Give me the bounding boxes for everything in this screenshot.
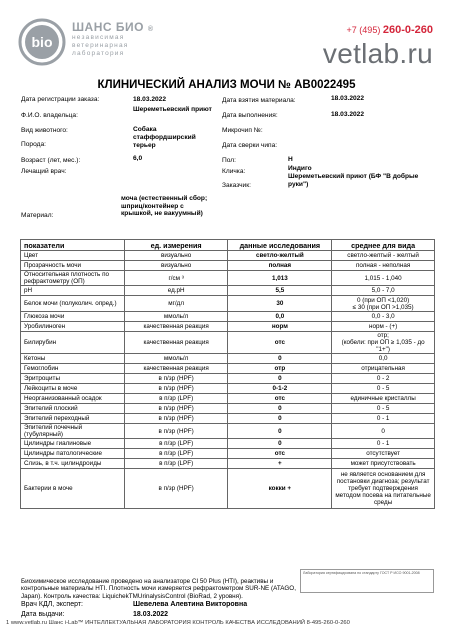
cell-reference: не является основанием для постановки диагноза; результат требует подтверждения методом посева на питательные среды bbox=[332, 469, 435, 509]
label-owner: Ф.И.О. владельца: bbox=[21, 112, 78, 119]
cell-result: 0 bbox=[228, 374, 332, 384]
issue-date-label: Дата выдачи: bbox=[21, 611, 65, 618]
cell-parameter: Белок мочи (полуколич. опред.) bbox=[21, 296, 125, 312]
cell-parameter: Цилиндры патологические bbox=[21, 449, 125, 459]
cell-unit: г/см ³ bbox=[124, 271, 228, 286]
value-age: 6,0 bbox=[133, 155, 143, 162]
cell-reference: 0 - 5 bbox=[332, 384, 435, 394]
table-row bbox=[21, 459, 435, 469]
cell-parameter: Прозрачность мочи bbox=[21, 261, 125, 271]
cell-result: отс bbox=[228, 394, 332, 404]
cell-parameter: Цилиндры гиалиновые bbox=[21, 439, 125, 449]
table-row bbox=[21, 404, 435, 414]
cell-unit: в п/зр (HPF) bbox=[124, 404, 228, 414]
cell-result: + bbox=[228, 459, 332, 469]
bottom-footer-line: 1 www.vetlab.ru Шанс i-Lab™ ИНТЕЛЛЕКТУАЛЬНАЯ ЛАБОРАТОРИЯ КОНТРОЛЬ КАЧЕСТВА ИССЛЕДОВАНИЙ 8-495-260-0-260 bbox=[6, 620, 350, 626]
col-header-unit: ед. измерения bbox=[124, 240, 228, 251]
cell-unit: в п/зр (HPF) bbox=[124, 469, 228, 509]
cell-parameter: Слизь, в т.ч. цилиндроиды bbox=[21, 459, 125, 469]
table-row bbox=[21, 394, 435, 404]
label-microchip: Микрочип №: bbox=[222, 127, 263, 134]
table-row bbox=[21, 469, 435, 509]
cell-reference: 0 - 5 bbox=[332, 404, 435, 414]
cell-reference: 0,0 - 3,0 bbox=[332, 312, 435, 322]
website-link[interactable]: vetlab.ru bbox=[322, 38, 433, 69]
cell-unit: в п/зр (HPF) bbox=[124, 424, 228, 439]
cell-unit: качественная реакция bbox=[124, 322, 228, 332]
value-reg-date: 18.03.2022 bbox=[133, 96, 167, 103]
label-sample-date: Дата взятия материала: bbox=[222, 97, 296, 104]
cell-reference: полная - неполная bbox=[332, 261, 435, 271]
table-row bbox=[21, 384, 435, 394]
cell-result: 0 bbox=[228, 414, 332, 424]
value-exec-date: 18.03.2022 bbox=[331, 111, 365, 118]
value-breed: стаффордширский терьер bbox=[133, 134, 196, 149]
footnote: Биохимическое исследование проведено на анализаторе CI 50 Plus (HTI), реактивы и контрольные материалы HTI. Плотность мочи измеряется рефрактометром SUR-NE (ATAGO, Japan). Контроль качества: LiquichekTMUrinalysisControl (BioRad, 2 уровня). bbox=[21, 578, 296, 600]
table-row bbox=[21, 332, 435, 354]
label-chip-check: Дата сверки чипа: bbox=[222, 142, 278, 149]
table-row bbox=[21, 414, 435, 424]
certification-stamp: Лаборатория сертифицирована по стандарту ГОСТ Р ИСО 9001-2008 bbox=[300, 569, 434, 593]
table-row bbox=[21, 261, 435, 271]
label-reg-date: Дата регистрации заказа: bbox=[21, 96, 100, 103]
cell-unit: мг/дл bbox=[124, 296, 228, 312]
report-title: КЛИНИЧЕСКИЙ АНАЛИЗ МОЧИ № AB0022495 bbox=[97, 79, 356, 91]
cell-result: норм bbox=[228, 322, 332, 332]
cell-parameter: Цвет bbox=[21, 251, 125, 261]
value-sex: Н bbox=[288, 156, 293, 163]
value-species: Собака bbox=[133, 126, 157, 133]
cell-result: отс bbox=[228, 332, 332, 354]
table-row bbox=[21, 449, 435, 459]
bio-logo-icon bbox=[18, 18, 66, 66]
label-pet-name: Кличка: bbox=[222, 168, 246, 175]
table-row bbox=[21, 322, 435, 332]
cell-unit: визуально bbox=[124, 261, 228, 271]
cell-parameter: Билирубин bbox=[21, 332, 125, 354]
cell-unit: в п/зр (HPF) bbox=[124, 384, 228, 394]
cell-result: полная bbox=[228, 261, 332, 271]
cell-result: 0,0 bbox=[228, 312, 332, 322]
cell-parameter: Относительная плотность по рефрактометру (ОП) bbox=[21, 271, 125, 286]
cell-reference: 5,0 - 7,0 bbox=[332, 286, 435, 296]
cell-parameter: Уробилиноген bbox=[21, 322, 125, 332]
cell-unit: в п/зр (LPF) bbox=[124, 394, 228, 404]
cell-result: 0 bbox=[228, 404, 332, 414]
cell-result: 5,5 bbox=[228, 286, 332, 296]
cell-reference: 0 - 1 bbox=[332, 439, 435, 449]
table-row bbox=[21, 271, 435, 286]
col-header-reference: среднее для вида bbox=[332, 240, 435, 251]
cell-unit: в п/зр (LPF) bbox=[124, 449, 228, 459]
results-body bbox=[21, 251, 435, 509]
col-header-parameter: показатели bbox=[21, 240, 125, 251]
cell-parameter: Глюкоза мочи bbox=[21, 312, 125, 322]
brand-subtitle: независимая ветеринарная лаборатория bbox=[72, 34, 129, 57]
cell-unit: визуально bbox=[124, 251, 228, 261]
col-header-result: данные исследования bbox=[228, 240, 332, 251]
cell-unit: ммоль/л bbox=[124, 312, 228, 322]
phone-number: +7 (495) 260-0-260 bbox=[346, 24, 433, 36]
label-customer: Заказчик: bbox=[222, 182, 251, 189]
label-material: Материал: bbox=[21, 212, 54, 219]
cell-parameter: Гемоглобин bbox=[21, 364, 125, 374]
cell-reference: отр; (кобели: при ОП ≥ 1,035 - до "1+") bbox=[332, 332, 435, 354]
value-pet-name: Индиго bbox=[288, 165, 312, 172]
cell-parameter: Неорганизованный осадок bbox=[21, 394, 125, 404]
cell-result: 0 bbox=[228, 354, 332, 364]
table-row bbox=[21, 374, 435, 384]
value-owner: Шереметьевский приют bbox=[133, 106, 212, 113]
cell-unit: в п/зр (HPF) bbox=[124, 414, 228, 424]
cell-reference: может присутствовать bbox=[332, 459, 435, 469]
cell-parameter: Эпителий плоский bbox=[21, 404, 125, 414]
cell-reference: отсутствует bbox=[332, 449, 435, 459]
cell-parameter: Кетоны bbox=[21, 354, 125, 364]
brand-name: ШАНС БИО ® bbox=[72, 20, 154, 34]
issue-date-value: 18.03.2022 bbox=[133, 611, 169, 618]
cell-unit: в п/зр (LPF) bbox=[124, 439, 228, 449]
label-exec-date: Дата выполнения: bbox=[222, 112, 278, 119]
cell-reference: 1,015 - 1,040 bbox=[332, 271, 435, 286]
table-header-row bbox=[21, 240, 435, 251]
table-row bbox=[21, 439, 435, 449]
table-row bbox=[21, 312, 435, 322]
cell-parameter: Бактерии в моче bbox=[21, 469, 125, 509]
label-species: Вид животного: bbox=[21, 127, 68, 134]
table-row bbox=[21, 354, 435, 364]
cell-reference: светло-желтый - желтый bbox=[332, 251, 435, 261]
table-row bbox=[21, 296, 435, 312]
cell-unit: ммоль/л bbox=[124, 354, 228, 364]
cell-result: 0 bbox=[228, 424, 332, 439]
cell-parameter: Эпителий почечный (тубулярный) bbox=[21, 424, 125, 439]
cell-reference: отрицательная bbox=[332, 364, 435, 374]
cell-unit: качественная реакция bbox=[124, 364, 228, 374]
doctor-label: Врач КДЛ, эксперт: bbox=[21, 601, 83, 608]
cell-result: 1,013 bbox=[228, 271, 332, 286]
cell-reference: единичные кристаллы bbox=[332, 394, 435, 404]
cell-reference: 0 (при ОП <1,020) ≤ 30 (при ОП >1,035) bbox=[332, 296, 435, 312]
table-row bbox=[21, 424, 435, 439]
cell-result: 30 bbox=[228, 296, 332, 312]
cell-unit: в п/зр (HPF) bbox=[124, 374, 228, 384]
cell-result: отр bbox=[228, 364, 332, 374]
label-age: Возраст (лет, мес.): bbox=[21, 157, 81, 164]
doctor-name: Шевелева Алевтина Викторовна bbox=[133, 601, 248, 608]
cell-unit: в п/зр (LPF) bbox=[124, 459, 228, 469]
label-vet: Лечащий врач: bbox=[21, 168, 67, 175]
cell-reference: 0 bbox=[332, 424, 435, 439]
cell-result: 0 bbox=[228, 439, 332, 449]
cell-parameter: Лейкоциты в моче bbox=[21, 384, 125, 394]
cell-reference: 0 - 2 bbox=[332, 374, 435, 384]
cell-reference: 0 - 1 bbox=[332, 414, 435, 424]
cell-reference: 0,0 bbox=[332, 354, 435, 364]
logo-text: bio bbox=[31, 34, 53, 50]
cell-result: 0-1-2 bbox=[228, 384, 332, 394]
cell-result: кокки + bbox=[228, 469, 332, 509]
value-customer: Шереметьевский приют (БФ "В добрые руки") bbox=[288, 173, 419, 188]
cell-unit: ед.pH bbox=[124, 286, 228, 296]
cell-parameter: Эритроциты bbox=[21, 374, 125, 384]
cell-reference: норм - (+) bbox=[332, 322, 435, 332]
cell-unit: качественная реакция bbox=[124, 332, 228, 354]
value-material: моча (естественный сбор; шприц/контейнер с крышкой, не вакуумный) bbox=[121, 195, 208, 218]
label-sex: Пол: bbox=[222, 157, 236, 164]
cell-result: светло-желтый bbox=[228, 251, 332, 261]
value-sample-date: 18.03.2022 bbox=[331, 95, 365, 102]
cell-result: отс bbox=[228, 449, 332, 459]
label-breed: Порода: bbox=[21, 141, 46, 148]
cell-parameter: Эпителий переходный bbox=[21, 414, 125, 424]
cell-parameter: pH bbox=[21, 286, 125, 296]
results-table bbox=[20, 239, 435, 509]
table-row bbox=[21, 286, 435, 296]
table-row bbox=[21, 251, 435, 261]
table-row bbox=[21, 364, 435, 374]
